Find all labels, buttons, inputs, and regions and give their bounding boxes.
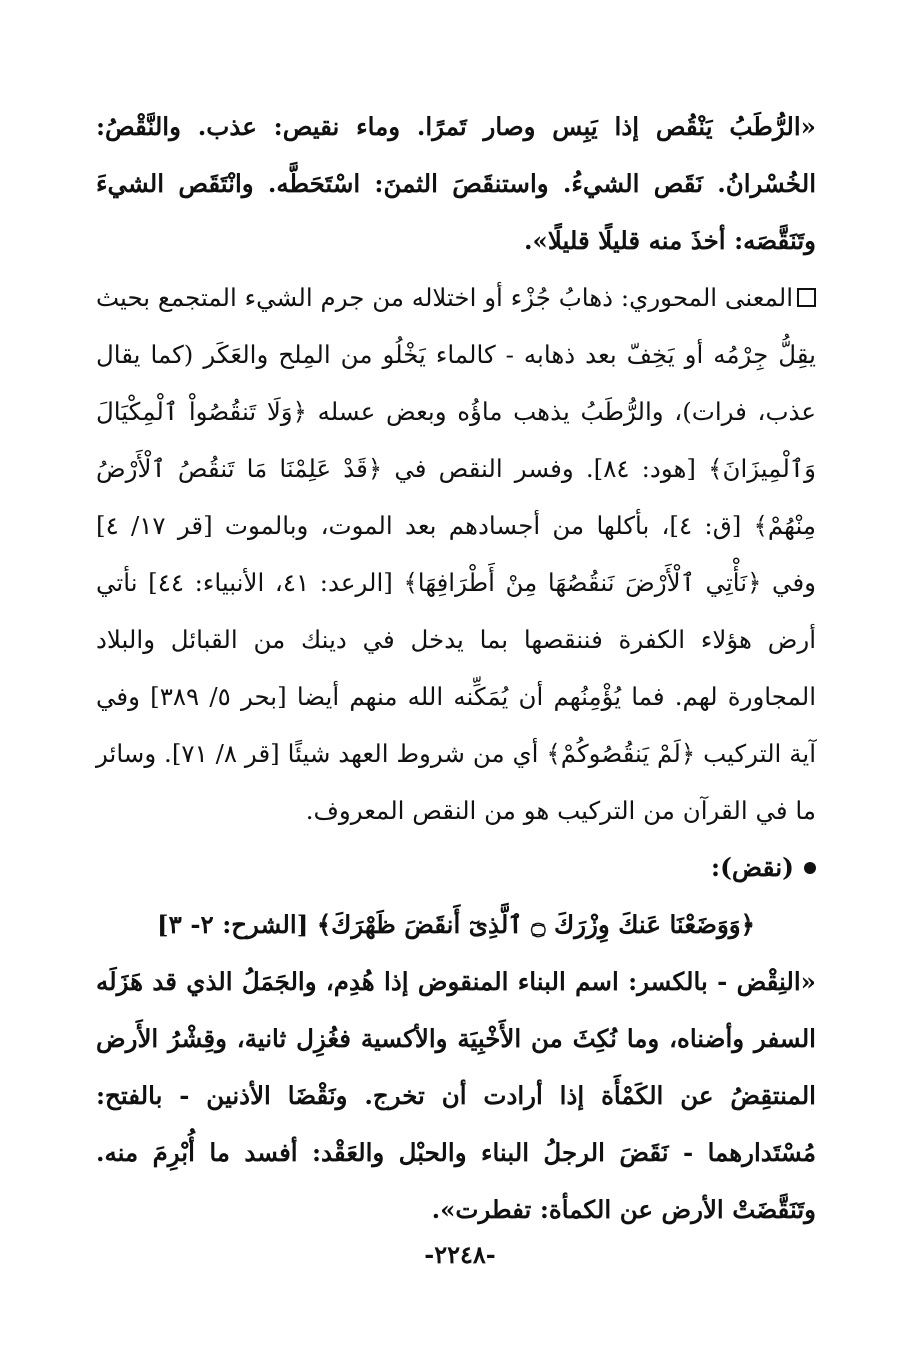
root-heading: [96, 839, 816, 896]
dictionary-quote-naqd: «النِقْض - بالكسر: اسم البناء المنقوض إذا هُدِم، والجَمَلُ الذي قد هَزَلَه السفر وأضناه، وما نُكِثَ من الأَخْبِيَة والأكسية فغُزِل ثانية، وقِشْرُ الأَرض المنتقِضُ عن الكَمْأَة إذا أرادت أن تخرج. ونَقْضَا الأذنين - بالفتح: مُسْتَدارهما - نَقَضَ الرجلُ البناء والحبْل والعَقْد: أفسد ما أُبْرِمَ منه. وتَنَقَّضَتْ الأرض عن الكمأة: تفطرت».: [96, 967, 816, 1224]
core-meaning-paragraph: [96, 269, 816, 839]
quran-verse: ﴿وَوَضَعْنَا عَنكَ وِزْرَكَ ۝ ٱلَّذِىٓ أَنقَضَ ظَهْرَكَ﴾ [الشرح: ٢- ٣]: [157, 910, 755, 939]
page-number: -٢٢٤٨-: [424, 1240, 496, 1269]
core-meaning-text: المعنى المحوري: ذهابُ جُزْء أو اختلاله من جرم الشيء المتجمع بحيث يقِلُّ جِرْمُه أو يَخِفّ بعد ذهابه - كالماء يَخْلُو من المِلح والعَكَر (كما يقال عذب، فرات)، والرُّطَبُ يذهب ماؤُه وبعض عسله ﴿وَلَا تَنقُصُواْ ٱلْمِكْيَالَ وَٱلْمِيزَانَ﴾ [هود: ٨٤]. وفسر النقص في ﴿قَدْ عَلِمْنَا مَا تَنقُصُ ٱلْأَرْضُ مِنْهُمْ﴾ [ق: ٤]، بأكلها من أجسادهم بعد الموت، وبالموت [قر ١٧/ ٤] وفي ﴿نَأْتِي ٱلْأَرْضَ نَنقُصُهَا مِنْ أَطْرَافِهَا﴾ [الرعد: ٤١، الأنبياء: ٤٤] نأتي أرض هؤلاء الكفرة فننقصها بما يدخل في دينك من القبائل والبلاد المجاورة لهم. فما يُؤْمِنُهم أن يُمَكِّنه الله منهم أيضا [بحر ٥/ ٣٨٩] وفي آية التركيب ﴿لَمْ يَنقُصُوكُمْ﴾ أي من شروط العهد شيئًا [قر ٨/ ٧١]. وسائر ما في القرآن من التركيب هو من النقص المعروف.: [96, 283, 817, 825]
root-heading-text: (نقض):: [710, 853, 794, 882]
square-marker-icon: [797, 288, 816, 307]
page-body: [96, 98, 816, 1238]
bullet-icon: [804, 862, 816, 874]
dictionary-quote-naqs: «الرُّطَبُ يَنْقُص إذا يَبِس وصار تَمرًا. وماء نقيص: عذب. والنَّقْصُ: الخُسْرانُ. نَقَص الشيءُ. واستنقَصَ الثمنَ: اسْتَحَطَّه. وانْتَقَص الشيءَ وتَنَقَّصَه: أخذَ منه قليلًا قليلًا».: [96, 112, 816, 255]
